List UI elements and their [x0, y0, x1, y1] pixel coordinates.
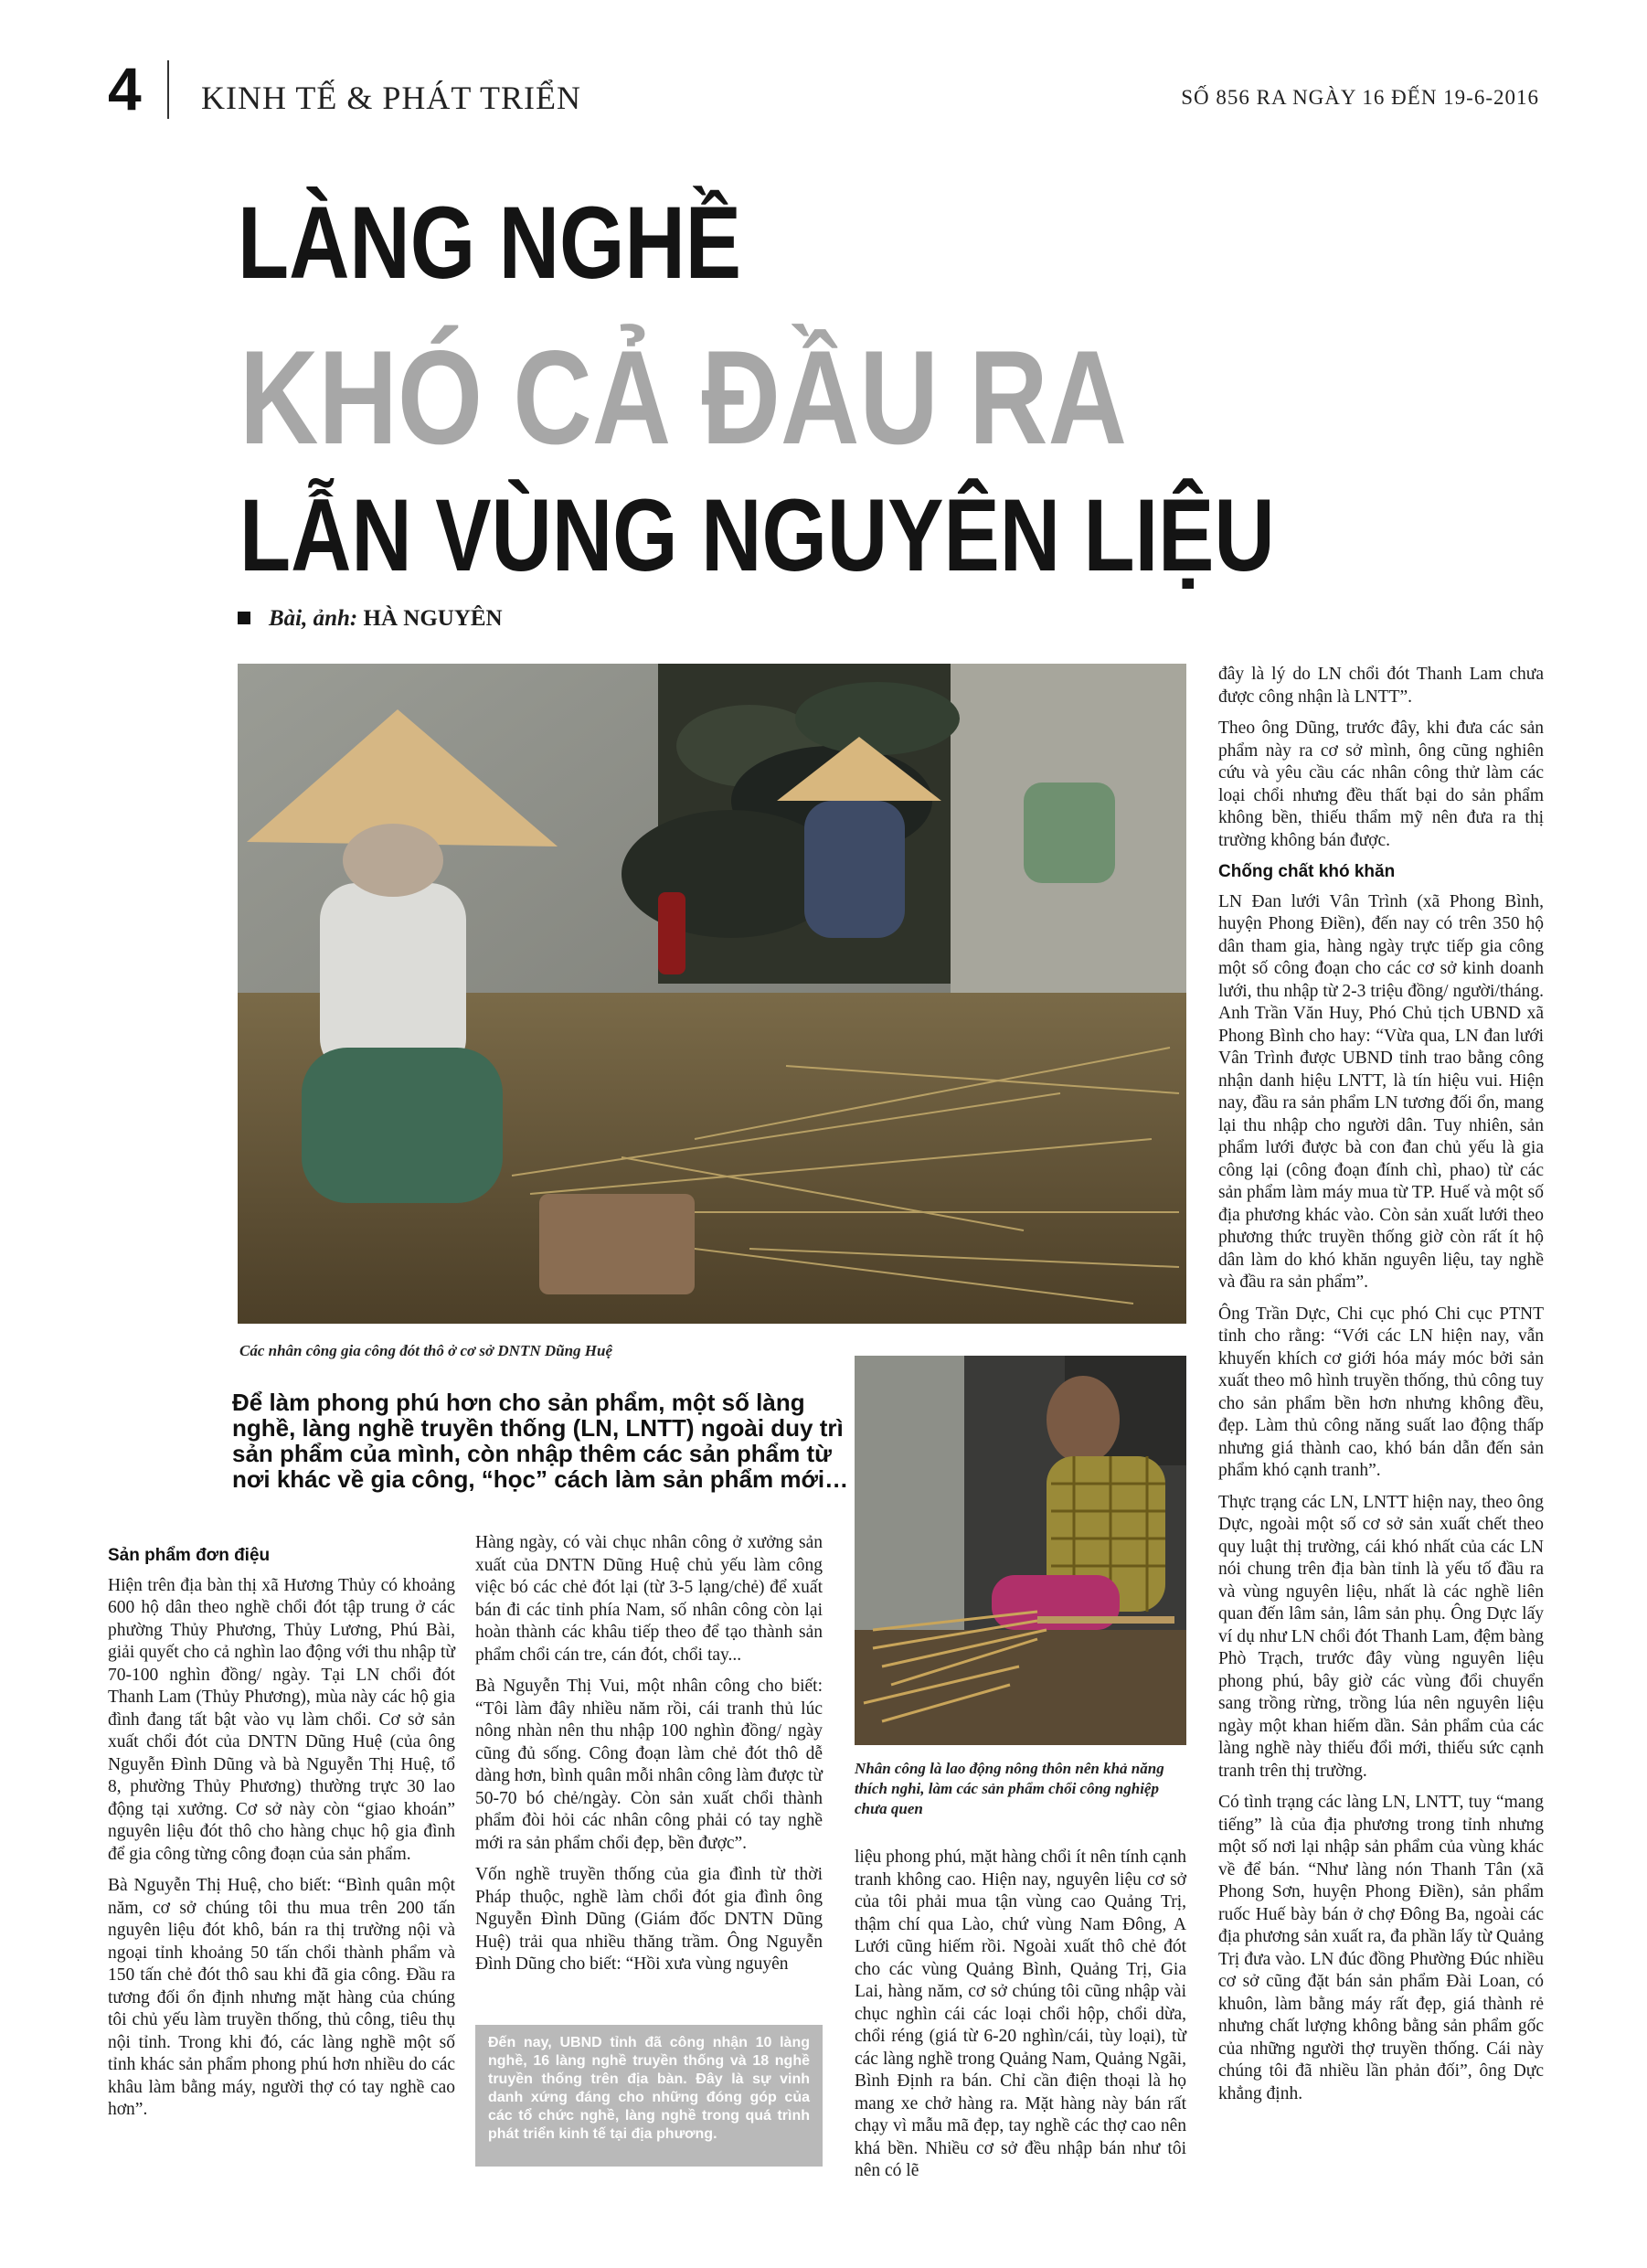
paragraph: LN Đan lưới Vân Trình (xã Phong Bình, huyện Phong Điền), đến nay có trên 350 hộ dân tham gia, hàng ngày trực tiếp gia công một số công đoạn cho các cơ sở kinh doanh lưới, thu nhập từ 2-3 triệu đồng/ người/tháng. Anh Trần Văn Huy, Phó Chủ tịch UBND xã Phong Bình cho hay: “Vừa qua, LN đan lưới Vân Trình được UBND tỉnh trao bằng công nhận danh hiệu LNTT, là tín hiệu vui. Hiện nay, đầu ra sản phẩm LN tương đối ổn, mang lại thu nhập cho người dân. Tuy nhiên, sản phẩm lưới được bà con đan chủ yếu là gia công lại (công đoạn đính chì, phao) từ các sản phẩm làm máy mua từ TP. Huế và một số địa phương khác vào. Còn sản xuất lưới theo phương thức truyền thống giờ còn rất ít hộ dân làm do khó khăn nguyên liệu, tay nghề và đầu ra sản phẩm”.: [1218, 891, 1544, 1292]
lead-paragraph: Để làm phong phú hơn cho sản phẩm, một số làng nghề, làng nghề truyền thống (LN, LNTT) ngoài duy trì sản phẩm của mình, còn nhập thêm các sản phẩm từ nơi khác về gia công, “học” cách làm sản phẩm mới…: [232, 1389, 849, 1493]
article-column-3: [855, 1847, 1186, 2192]
header-divider: [167, 60, 169, 119]
headline-line-2: KHÓ CẢ ĐẦU RA: [239, 323, 1128, 472]
paragraph: Hiện trên địa bàn thị xã Hương Thủy có khoảng 600 hộ dân theo nghề chổi đót tập trung ở các phường Thủy Phương, Thủy Lương, Phú Bài, giải quyết cho cả nghìn lao động với thu nhập từ 70-100 nghìn đồng/ ngày. Tại LN chổi đót Thanh Lam (Thủy Phương), mùa này các hộ gia đình đang tất bật vào vụ làm chổi. Cơ sở sản xuất chổi đót của DNTN Dũng Huệ (của ông Nguyễn Đình Dũng và bà Nguyễn Thị Huệ, tổ 8, phường Thủy Phương) thường trực 30 lao động tại xưởng. Cơ sở này còn “giao khoán” nguyên liệu đót thô cho hàng chục hộ gia đình để gia công từng công đoạn của sản phẩm.: [108, 1575, 455, 1864]
paragraph: Ông Trần Dực, Chi cục phó Chi cục PTNT tỉnh cho rằng: “Với các LN hiện nay, vẫn khuyến khích cơ giới hóa máy móc bởi sản xuất theo mô hình truyền thống, thủ công tuy cho sản phẩm bền hơn nhưng không đều, đẹp. Làm thủ công năng suất lao động thấp nhưng giá thành cao, khó bán dẫn đến sản phẩm khó cạnh tranh”.: [1218, 1304, 1544, 1480]
paragraph: Theo ông Dũng, trước đây, khi đưa các sản phẩm này ra cơ sở mình, ông cũng nghiên cứu và yêu cầu các nhân công thử làm các loại chổi nhưng đều thất bại do sản phẩm không bền, thiếu thẩm mỹ nên đưa ra thị trường không bán được.: [1218, 719, 1544, 850]
bullet-square-icon: [238, 612, 250, 624]
article-column-1: [108, 1545, 455, 2131]
main-photo-caption: Các nhân công gia công đót thô ở cơ sở DNTN Dũng Huệ: [239, 1342, 613, 1359]
paragraph: đây là lý do LN chổi đót Thanh Lam chưa được công nhận là LNTT”.: [1218, 665, 1544, 707]
section-title: KINH TẾ & PHÁT TRIỂN: [201, 80, 581, 116]
byline-author: HÀ NGUYÊN: [363, 606, 503, 631]
article-column-4: [1218, 664, 1544, 2114]
paragraph: Thực trạng các LN, LNTT hiện nay, theo ông Dực, ngoài một số cơ sở sản xuất chết theo quy luật thị trường, cái khó nhất của các LN nói chung trên địa bàn tỉnh là yếu tố đầu ra và vùng nguyên liệu, nhất là các nghề liên quan đến lâm sản, lâm sản phụ. Ông Dực lấy ví dụ như LN chổi đót Thanh Lam, đệm bàng Phò Trạch, trước đây vùng nguyên liệu phong phú, bây giờ các vùng đổi chuyển sang trồng rừng, trồng lúa nên nguyên liệu ngày một khan hiếm dần. Sản phẩm của các làng nghề này thiếu đổi mới, thiếu sức cạnh tranh trên thị trường.: [1218, 1492, 1544, 1781]
info-box: [475, 2025, 823, 2167]
page-number: 4: [108, 55, 142, 122]
byline: [238, 606, 503, 632]
info-box-text: Đến nay, UBND tỉnh đã công nhận 10 làng nghề, 16 làng nghề truyền thống và 18 nghề truyền thống trên địa bàn. Đây là sự vinh danh xứng đáng cho những đóng góp của các tổ chức nghề, làng nghề trong quá trình phát triển kinh tế tại địa phương.: [488, 2035, 810, 2142]
headline-line-3: LẪN VÙNG NGUYÊN LIỆU: [239, 478, 1275, 592]
paragraph: Vốn nghề truyền thống của gia đình từ thời Pháp thuộc, nghề làm chổi đót gia đình ông Nguyễn Đình Dũng (Giám đốc DNTN Dũng Huệ) trải qua nhiều thăng trầm. Ông Nguyễn Đình Dũng cho biết: “Hồi xưa vùng nguyên: [475, 1865, 823, 1974]
second-photo: [855, 1356, 1186, 1745]
paragraph: Có tình trạng các làng LN, LNTT, tuy “mang tiếng” là của địa phương trong tỉnh nhưng một số nơi lại nhập sản phẩm của vùng khác về để bán. “Như làng nón Thanh Tân (xã Phong Sơn, huyện Phong Điền), sản phẩm ruốc Huế bày bán ở chợ Đông Ba, ngoài các địa phương sản xuất ra, đa phần lấy từ Quảng Trị đưa vào. LN đúc đồng Phường Đúc nhiều cơ sở cũng đặt bán sản phẩm Đài Loan, có khuôn, làm bằng máy rất đẹp, giá thành rẻ nhưng chất lượng không bằng sản phẩm gốc của những người thợ truyền thống. Cái này chúng tôi đã nhiều lần phản đối”, ông Dực khẳng định.: [1218, 1793, 1544, 2103]
byline-label: Bài, ảnh:: [269, 606, 358, 631]
paragraph: Bà Nguyễn Thị Huệ, cho biết: “Bình quân một năm, cơ sở chúng tôi thu mua trên 200 tấn nguyên liệu đót khô, bán ra thị trường nội và ngoại tỉnh khoảng 50 tấn chổi thành phẩm và 150 tấn chẻ đót thô sau khi đã gia công. Đầu ra tương đối ổn định nhưng mặt hàng của chúng tôi chủ yếu làm truyền thống, thủ công, tiêu thụ nội tỉnh. Trong khi đó, các làng nghề một số tỉnh khác sản phẩm phong phú hơn nhiều do các khâu làm bằng máy, người thợ có tay nghề cao hơn”.: [108, 1876, 455, 2119]
article-column-2: [475, 1532, 823, 1986]
paragraph: liệu phong phú, mặt hàng chổi ít nên tính cạnh tranh không cao. Hiện nay, nguyên liệu cơ sở của tôi phải mua tận vùng cao Quảng Trị, thậm chí qua Lào, chứ vùng Nam Đông, A Lưới cũng hiếm rồi. Ngoài xuất thô chẻ đót cho các vùng Quảng Bình, Quảng Trị, Gia Lai, hàng năm, cơ sở chúng tôi cũng nhập vài chục nghìn cái các loại chổi hộp, chổi dừa, chổi réng (giá từ 6-20 nghìn/cái, tùy loại), từ các làng nghề trong Quảng Nam, Quảng Ngãi, Bình Định ra bán. Chỉ cần điện thoại là họ mang xe chở hàng ra. Mặt hàng này bán rất chạy vì mẫu mã đẹp, tay nghề các thợ cao nên khá bền. Nhiều cơ sở đều nhập bán như tôi nên có lẽ: [855, 1847, 1186, 2180]
headline-line-1: LÀNG NGHỀ: [238, 186, 742, 300]
subhead-chong-chat-kho-khan: Chống chất khó khăn: [1218, 862, 1396, 881]
main-photo: [238, 664, 1186, 1324]
paragraph: Hàng ngày, có vài chục nhân công ở xưởng sản xuất của DNTN Dũng Huệ chủ yếu làm công việc bó các chẻ đót lại (từ 3-5 lạng/chẻ) để xuất bán đi các tỉnh phía Nam, số nhân công còn lại hoàn thành các khâu tiếp theo để tạo thành sản phẩm chổi cán tre, cán đót, chổi tay...: [475, 1533, 823, 1665]
second-photo-caption: Nhân công là lao động nông thôn nên khả năng thích nghi, làm các sản phẩm chổi công nghiệp chưa quen: [855, 1760, 1164, 1817]
subhead-san-pham-don-dieu: Sản phẩm đơn điệu: [108, 1546, 271, 1565]
issue-date: SỐ 856 RA NGÀY 16 ĐẾN 19-6-2016: [1181, 86, 1539, 109]
paragraph: Bà Nguyễn Thị Vui, một nhân công cho biết: “Tôi làm đây nhiều năm rồi, cái tranh thủ lúc nông nhàn nên thu nhập 100 nghìn đồng/ ngày cũng đủ sống. Công đoạn làm chẻ đót thô dễ dàng hơn, bình quân mỗi nhân công làm được từ 50-70 bó chẻ/ngày. Còn sản xuất chổi thành phẩm đòi hỏi các nhân công phải có tay nghề mới ra sản phẩm chổi đẹp, bền được”.: [475, 1677, 823, 1853]
